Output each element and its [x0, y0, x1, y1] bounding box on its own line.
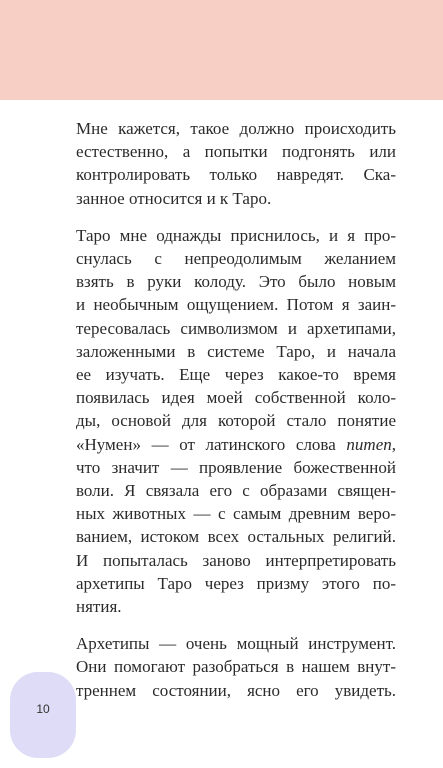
page-number: 10	[36, 702, 50, 716]
text-line: ды, основой для которой стало понятие	[76, 411, 396, 431]
text-line: тересовалась символизмом и архетипами,	[76, 318, 396, 338]
text-line: нятия.	[76, 597, 122, 617]
text-line: треннем состоянии, ясно его увидеть.	[76, 680, 396, 700]
latin-word: numen	[346, 434, 392, 454]
text-line: архетипы Таро через призму этого по-	[76, 573, 396, 593]
text-segment: «Нумен» — от латинского слова	[76, 434, 347, 454]
text-line: занное относится и к Таро.	[76, 188, 272, 208]
body-text	[76, 117, 396, 716]
text-line: естественно, а попытки подгонять или	[76, 142, 396, 162]
paragraph-3	[76, 632, 396, 702]
text-line: Таро мне однажды приснилось, и я про-	[76, 225, 396, 245]
text-line: появилась идея моей собственной коло-	[76, 388, 396, 408]
text-line: ных животных — с самым древним веро-	[76, 504, 396, 524]
text-segment: ,	[391, 434, 396, 454]
page-number-tab	[10, 672, 76, 758]
paragraph-2	[76, 224, 396, 618]
text-line: и необычным ощущением. Потом я заин-	[76, 295, 396, 315]
text-line: контролировать только навредят. Ска-	[76, 165, 396, 185]
text-line: И попыталась заново интерпретировать	[76, 550, 396, 570]
text-line: Они помогают разобраться в нашем внут-	[76, 657, 396, 677]
header-color-band	[0, 0, 443, 100]
text-line: Архетипы — очень мощный инструмент.	[76, 634, 396, 654]
text-line-with-italic	[76, 433, 396, 456]
text-line: заложенными в системе Таро, и начала	[76, 341, 396, 361]
text-line: ее изучать. Еще через какое-то время	[76, 365, 396, 385]
text-line: снулась с непреодолимым желанием	[76, 249, 396, 269]
text-line: воли. Я связала его с образами священ-	[76, 481, 396, 501]
text-line: взять в руки колоду. Это было новым	[76, 272, 396, 292]
text-line: ванием, истоком всех остальных религий.	[76, 527, 396, 547]
text-line: что значит — проявление божественной	[76, 457, 396, 477]
text-line: Мне кажется, такое должно происходить	[76, 119, 396, 138]
paragraph-1	[76, 117, 396, 210]
